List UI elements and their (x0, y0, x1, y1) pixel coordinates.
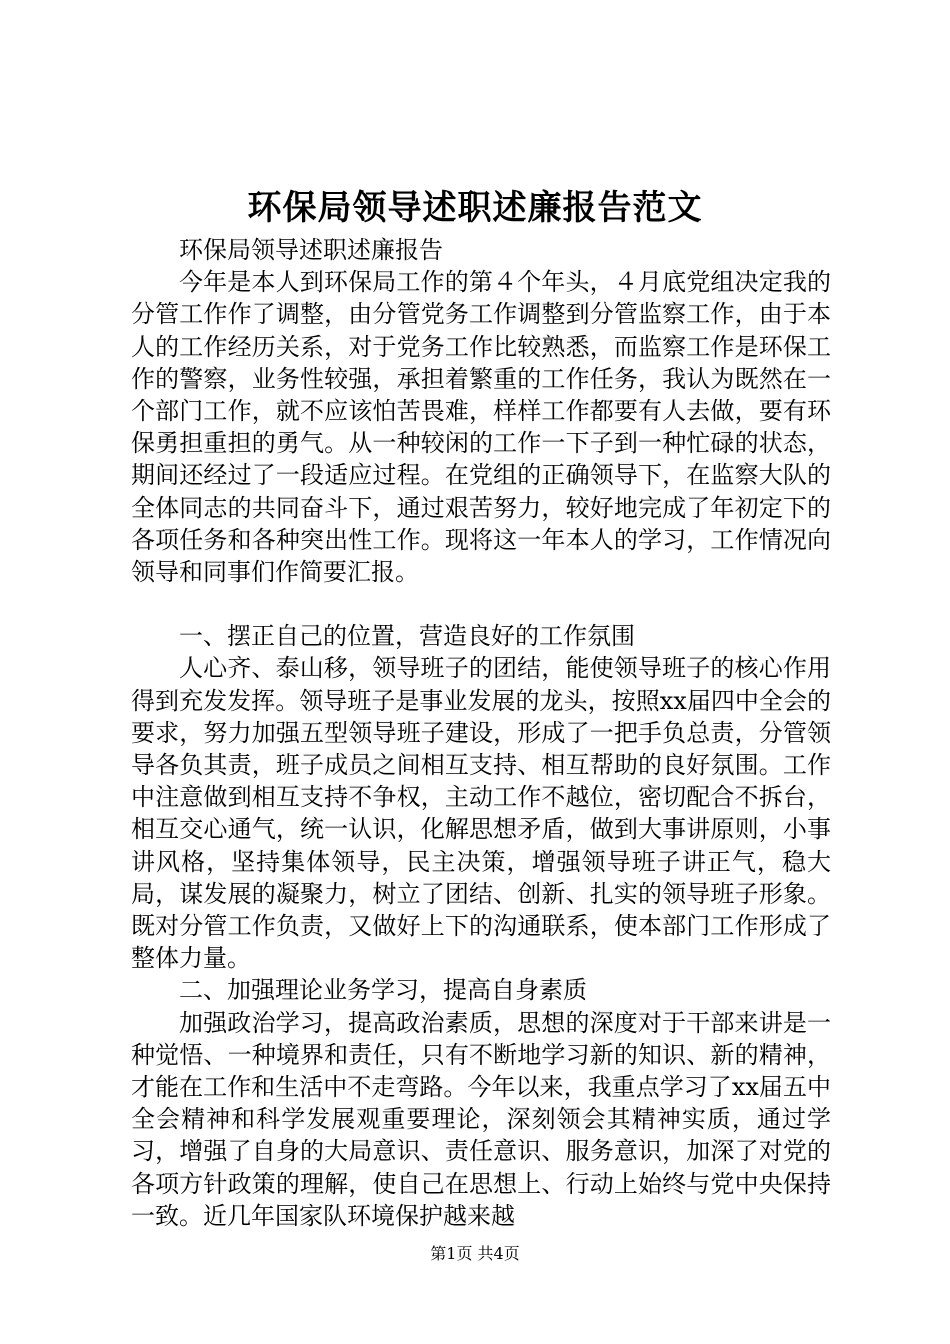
paragraph-section-2: 加强政治学习，提高政治素质，思想的深度对于干部来讲是一种觉悟、一种境界和责任，只有不断地学习新的知识、新的精神，才能在工作和生活中不走弯路。今年以来，我重点学习了xx届五中全会精神和科学发展观重要理论，深刻领会其精神实质，通过学习，增强了自身的大局意识、责任意识、服务意识，加深了对党的各项方针政策的理解，使自己在思想上、行动上始终与党中央保持一致。近几年国家队环境保护越来越 (131, 1008, 831, 1230)
document-body (131, 234, 831, 1232)
paragraph-section-1: 人心齐、泰山移，领导班子的团结，能使领导班子的核心作用得到充发发挥。领导班子是事业发展的龙头，按照xx届四中全会的要求，努力加强五型领导班子建设，形成了一把手负总责，分管领导各负其责，班子成员之间相互支持、相互帮助的良好氛围。工作中注意做到相互支持不争权，主动工作不越位，密切配合不拆台，相互交心通气，统一认识，化解思想矛盾，做到大事讲原则，小事讲风格，坚持集体领导，民主决策，增强领导班子讲正气，稳大局，谋发展的凝聚力，树立了团结、创新、扎实的领导班子形象。既对分管工作负责，又做好上下的沟通联系，使本部门工作形成了整体力量。 (131, 654, 831, 973)
page-title: 环保局领导述职述廉报告范文 (247, 188, 703, 228)
paragraph-subtitle: 环保局领导述职述廉报告 (179, 236, 443, 264)
section-heading-2: 二、加强理论业务学习，提高自身素质 (179, 976, 587, 1005)
paragraph-intro: 今年是本人到环保局工作的第４个年头，４月底党组决定我的分管工作作了调整，由分管党务工作调整到分管监察工作，由于本人的工作经历关系，对于党务工作比较熟悉，而监察工作是环保工作的警察，业务性较强，承担着繁重的工作任务，我认为既然在一个部门工作，就不应该怕苦畏难，样样工作都要有人去做，要有环保勇担重担的勇气。从一种较闲的工作一下子到一种忙碌的状态，期间还经过了一段适应过程。在党组的正确领导下，在监察大队的全体同志的共同奋斗下，通过艰苦努力，较好地完成了年初定下的各项任务和各种突出性工作。现将这一年本人的学习，工作情况向领导和同事们作简要汇报。 (131, 268, 831, 587)
page-footer: 第1页 共4页 (430, 1244, 520, 1263)
section-heading-1: 一、摆正自己的位置，营造良好的工作氛围 (179, 622, 635, 651)
